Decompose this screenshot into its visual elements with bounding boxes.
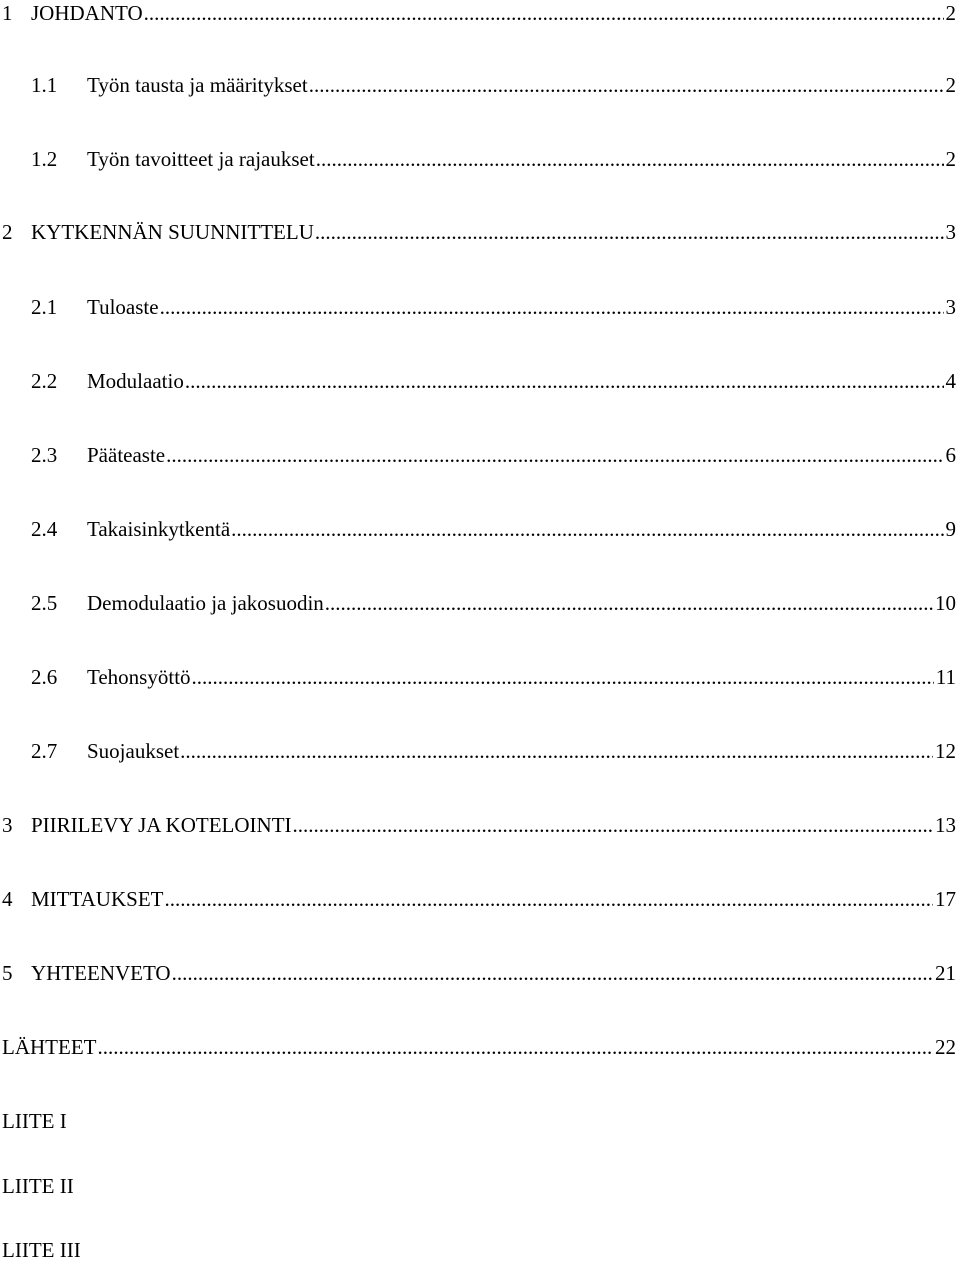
toc-appendix-1[interactable]: [2, 1108, 956, 1134]
dot-leader: [192, 664, 934, 690]
toc-entry-4[interactable]: [2, 886, 956, 912]
toc-entry-page: 22: [935, 1035, 956, 1059]
toc-entry-lahteet[interactable]: [2, 1034, 956, 1060]
toc-entry-number: 2.3: [31, 443, 58, 467]
toc-entry-number: 2.1: [31, 295, 58, 319]
toc-entry-number: 4: [2, 887, 13, 911]
toc-entry-title: Tehonsyöttö: [87, 665, 191, 689]
toc-entry-number: 2.6: [31, 665, 58, 689]
toc-entry-number: 2.7: [31, 739, 58, 763]
dot-leader: [166, 442, 943, 468]
toc-entry-page: 3: [945, 220, 956, 244]
toc-entry-2[interactable]: [2, 219, 956, 245]
dot-leader: [231, 516, 943, 542]
toc-entry-title: JOHDANTO: [31, 1, 143, 25]
dot-leader: [144, 0, 944, 26]
toc-entry-title: KYTKENNÄN SUUNNITTELU: [31, 220, 314, 244]
toc-entry-page: 17: [935, 887, 956, 911]
toc-entry-title: Työn tavoitteet ja rajaukset: [87, 147, 315, 171]
toc-entry-page: 10: [935, 591, 956, 615]
toc-appendix-3[interactable]: [2, 1237, 956, 1263]
toc-entry-number: 1: [2, 1, 13, 25]
dot-leader: [180, 738, 933, 764]
toc-entry-page: 2: [945, 147, 956, 171]
dot-leader: [160, 294, 944, 320]
toc-entry-page: 2: [945, 1, 956, 25]
toc-entry-2-4[interactable]: [31, 516, 956, 542]
toc-entry-title: Suojaukset: [87, 739, 180, 763]
toc-entry-title: Takaisinkytkentä: [87, 517, 231, 541]
toc-entry-page: 21: [935, 961, 956, 985]
toc-entry-title: Työn tausta ja määritykset: [87, 73, 308, 97]
toc-entry-title: MITTAUKSET: [31, 887, 164, 911]
toc-entry-number: 3: [2, 813, 13, 837]
toc-entry-3[interactable]: [2, 812, 956, 838]
dot-leader: [164, 886, 933, 912]
toc-entry-number: 5: [2, 961, 13, 985]
toc-entry-number: 2.2: [31, 369, 58, 393]
dot-leader: [172, 960, 933, 986]
toc-entry-2-5[interactable]: [31, 590, 956, 616]
toc-entry-title: Pääteaste: [87, 443, 166, 467]
toc-entry-number: 2.5: [31, 591, 58, 615]
toc-entry-1-2[interactable]: [31, 146, 956, 172]
toc-entry-page: 4: [945, 369, 956, 393]
toc-entry-number: 1.1: [31, 73, 58, 97]
toc-entry-page: 9: [945, 517, 956, 541]
dot-leader: [325, 590, 933, 616]
toc-entry-2-3[interactable]: [31, 442, 956, 468]
dot-leader: [97, 1034, 933, 1060]
toc-entry-2-1[interactable]: [31, 294, 956, 320]
toc-entry-title: LÄHTEET: [2, 1035, 97, 1059]
toc-entry-2-7[interactable]: [31, 738, 956, 764]
toc-entry-title: Modulaatio: [87, 369, 184, 393]
toc-entry-number: 2.4: [31, 517, 58, 541]
dot-leader: [185, 368, 944, 394]
toc-entry-page: 3: [945, 295, 956, 319]
toc-entry-title: Demodulaatio ja jakosuodin: [87, 591, 324, 615]
toc-entry-1[interactable]: [2, 0, 956, 26]
toc-entry-page: 13: [935, 813, 956, 837]
toc-entry-title: PIIRILEVY JA KOTELOINTI: [31, 813, 292, 837]
appendix-title: LIITE III: [2, 1238, 81, 1262]
toc-entry-5[interactable]: [2, 960, 956, 986]
toc-entry-page: 12: [935, 739, 956, 763]
dot-leader: [293, 812, 933, 838]
toc-entry-2-6[interactable]: [31, 664, 956, 690]
toc-entry-title: YHTEENVETO: [31, 961, 171, 985]
dot-leader: [309, 72, 944, 98]
toc-entry-page: 11: [935, 665, 956, 689]
toc-entry-title: Tuloaste: [87, 295, 159, 319]
toc-entry-1-1[interactable]: [31, 72, 956, 98]
dot-leader: [315, 219, 944, 245]
toc-entry-number: 1.2: [31, 147, 58, 171]
toc-entry-number: 2: [2, 220, 13, 244]
toc-entry-page: 6: [945, 443, 956, 467]
toc-appendix-2[interactable]: [2, 1173, 956, 1199]
toc-entry-page: 2: [945, 73, 956, 97]
appendix-title: LIITE I: [2, 1109, 67, 1133]
toc-entry-2-2[interactable]: [31, 368, 956, 394]
dot-leader: [316, 146, 944, 172]
appendix-title: LIITE II: [2, 1174, 74, 1198]
